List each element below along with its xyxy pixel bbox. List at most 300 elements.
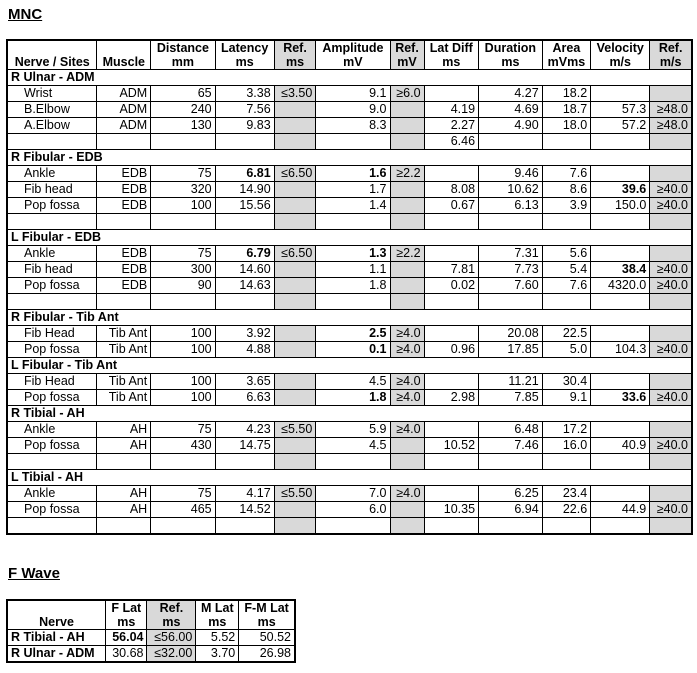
cell-lat-ref: ≤6.50 xyxy=(274,246,316,262)
mnc-header-text: Lat Diff xyxy=(429,41,473,55)
mnc-header-text: ms xyxy=(285,55,305,69)
cell-lat-diff: 2.27 xyxy=(424,118,479,134)
cell-distance: 465 xyxy=(151,502,215,518)
cell-amp-ref xyxy=(390,134,424,150)
cell-distance: 100 xyxy=(151,342,215,358)
cell-latency: 3.38 xyxy=(215,86,274,102)
cell-lat-diff xyxy=(424,166,479,182)
cell-amplitude: 1.3 xyxy=(316,246,390,262)
fwave-header-text: F Lat xyxy=(111,601,142,615)
cell-area xyxy=(542,134,591,150)
cell-vel-ref: ≥40.0 xyxy=(650,502,692,518)
fwave-header-row xyxy=(7,600,295,630)
cell-lat-ref xyxy=(274,518,316,535)
mnc-header-cell xyxy=(390,40,424,70)
cell-lat-diff: 0.02 xyxy=(424,278,479,294)
cell-distance xyxy=(151,294,215,310)
cell-area: 22.6 xyxy=(542,502,591,518)
mnc-header-cell xyxy=(542,40,591,70)
mnc-header-text: Amplitude xyxy=(322,41,384,55)
cell-distance: 100 xyxy=(151,326,215,342)
fwave-header-text: ms xyxy=(257,615,276,629)
cell-amp-ref xyxy=(390,182,424,198)
table-row xyxy=(7,422,692,438)
cell-latency: 9.83 xyxy=(215,118,274,134)
cell-lat-ref xyxy=(274,278,316,294)
cell-area xyxy=(542,214,591,230)
cell-muscle xyxy=(97,294,151,310)
cell-velocity: 40.9 xyxy=(591,438,650,454)
cell-vel-ref: ≥40.0 xyxy=(650,438,692,454)
cell-site: Ankle xyxy=(7,486,97,502)
cell-amp-ref xyxy=(390,118,424,134)
cell-duration xyxy=(479,454,543,470)
cell-velocity: 4320.0 xyxy=(591,278,650,294)
mnc-header-text: mVms xyxy=(547,55,586,69)
cell-distance: 90 xyxy=(151,278,215,294)
mnc-header-text: Nerve / Sites xyxy=(14,55,90,69)
cell-lat-ref: ≤5.50 xyxy=(274,486,316,502)
cell-duration xyxy=(479,134,543,150)
nerve-group-label: R Ulnar - ADM xyxy=(7,70,692,86)
cell-latency xyxy=(215,134,274,150)
cell-lat-diff xyxy=(424,422,479,438)
cell-duration: 6.25 xyxy=(479,486,543,502)
cell-vel-ref: ≥40.0 xyxy=(650,390,692,406)
mnc-header-cell xyxy=(591,40,650,70)
cell-velocity: 33.6 xyxy=(591,390,650,406)
cell-duration: 20.08 xyxy=(479,326,543,342)
cell-amp-ref xyxy=(390,454,424,470)
cell-lat-ref: ≤3.50 xyxy=(274,86,316,102)
cell-vel-ref xyxy=(650,518,692,535)
cell-site: Fib head xyxy=(7,262,97,278)
cell-distance: 100 xyxy=(151,374,215,390)
cell-amp-ref xyxy=(390,438,424,454)
table-row xyxy=(7,518,692,535)
table-row xyxy=(7,118,692,134)
mnc-header-text: mm xyxy=(171,55,195,69)
cell-distance: 300 xyxy=(151,262,215,278)
cell-vel-ref: ≥40.0 xyxy=(650,182,692,198)
cell-site xyxy=(7,518,97,535)
table-row xyxy=(7,438,692,454)
cell-amplitude: 1.8 xyxy=(316,390,390,406)
cell-distance: 320 xyxy=(151,182,215,198)
cell-vel-ref: ≥40.0 xyxy=(650,278,692,294)
cell-area: 22.5 xyxy=(542,326,591,342)
nerve-group-label: R Fibular - Tib Ant xyxy=(7,310,692,326)
cell-lat-diff xyxy=(424,294,479,310)
cell-muscle xyxy=(97,214,151,230)
cell-velocity: 57.2 xyxy=(591,118,650,134)
cell-amplitude: 0.1 xyxy=(316,342,390,358)
cell-amplitude xyxy=(316,518,390,535)
cell-amplitude: 1.6 xyxy=(316,166,390,182)
cell-lat-ref xyxy=(274,502,316,518)
cell-lat-diff: 0.67 xyxy=(424,198,479,214)
table-row xyxy=(7,630,295,646)
cell-amplitude: 4.5 xyxy=(316,438,390,454)
cell-m-lat: 5.52 xyxy=(196,630,239,646)
cell-duration: 4.69 xyxy=(479,102,543,118)
cell-muscle: Tib Ant xyxy=(97,390,151,406)
cell-muscle: ADM xyxy=(97,118,151,134)
mnc-header-text: m/s xyxy=(659,55,682,69)
cell-muscle: Tib Ant xyxy=(97,326,151,342)
cell-site: Fib Head xyxy=(7,374,97,390)
cell-muscle: EDB xyxy=(97,278,151,294)
cell-amp-ref: ≥6.0 xyxy=(390,86,424,102)
table-row xyxy=(7,262,692,278)
cell-lat-ref xyxy=(274,438,316,454)
cell-velocity xyxy=(591,326,650,342)
nerve-group-row xyxy=(7,70,692,86)
cell-lat-ref: ≤6.50 xyxy=(274,166,316,182)
mnc-header-cell xyxy=(316,40,390,70)
cell-velocity: 150.0 xyxy=(591,198,650,214)
cell-vel-ref xyxy=(650,86,692,102)
cell-muscle: EDB xyxy=(97,182,151,198)
mnc-header-text: Area xyxy=(552,41,581,55)
fwave-header-cell xyxy=(106,600,147,630)
cell-distance: 430 xyxy=(151,438,215,454)
cell-latency: 14.63 xyxy=(215,278,274,294)
cell-lat-diff xyxy=(424,518,479,535)
cell-site: Pop fossa xyxy=(7,278,97,294)
cell-lat-diff: 4.19 xyxy=(424,102,479,118)
cell-area: 7.6 xyxy=(542,166,591,182)
cell-site: Pop fossa xyxy=(7,198,97,214)
mnc-header-cell xyxy=(479,40,543,70)
cell-site: Ankle xyxy=(7,246,97,262)
cell-distance: 100 xyxy=(151,390,215,406)
cell-muscle: ADM xyxy=(97,102,151,118)
cell-velocity xyxy=(591,134,650,150)
mnc-header-text: mV xyxy=(343,55,363,69)
cell-amp-ref: ≥4.0 xyxy=(390,390,424,406)
cell-distance: 65 xyxy=(151,86,215,102)
fwave-header-text: Ref. xyxy=(159,601,184,615)
cell-area: 18.2 xyxy=(542,86,591,102)
mnc-header-text: Velocity xyxy=(596,41,644,55)
cell-amp-ref xyxy=(390,198,424,214)
mnc-header-text: Muscle xyxy=(102,55,146,69)
cell-amp-ref xyxy=(390,278,424,294)
fwave-header-text: ms xyxy=(208,615,227,629)
mnc-header-text: ms xyxy=(501,55,520,69)
cell-latency: 7.56 xyxy=(215,102,274,118)
cell-duration: 4.27 xyxy=(479,86,543,102)
table-row xyxy=(7,502,692,518)
nerve-group-row xyxy=(7,310,692,326)
cell-amp-ref: ≥4.0 xyxy=(390,342,424,358)
cell-distance: 240 xyxy=(151,102,215,118)
cell-latency: 14.90 xyxy=(215,182,274,198)
cell-site: Fib Head xyxy=(7,326,97,342)
nerve-group-label: L Fibular - EDB xyxy=(7,230,692,246)
table-row xyxy=(7,646,295,663)
cell-lat-ref xyxy=(274,342,316,358)
cell-velocity xyxy=(591,374,650,390)
cell-latency xyxy=(215,214,274,230)
table-row xyxy=(7,486,692,502)
cell-muscle: AH xyxy=(97,438,151,454)
mnc-header-text: ms xyxy=(235,55,254,69)
nerve-group-label: R Fibular - EDB xyxy=(7,150,692,166)
cell-site: Pop fossa xyxy=(7,342,97,358)
cell-velocity xyxy=(591,422,650,438)
cell-fm-lat: 50.52 xyxy=(239,630,295,646)
cell-distance: 130 xyxy=(151,118,215,134)
cell-area: 7.6 xyxy=(542,278,591,294)
cell-vel-ref: ≥48.0 xyxy=(650,118,692,134)
cell-amplitude: 6.0 xyxy=(316,502,390,518)
cell-vel-ref: ≥40.0 xyxy=(650,262,692,278)
cell-latency: 3.92 xyxy=(215,326,274,342)
cell-lat-diff: 7.81 xyxy=(424,262,479,278)
cell-duration: 6.94 xyxy=(479,502,543,518)
mnc-table xyxy=(6,39,693,535)
cell-lat-ref xyxy=(274,102,316,118)
cell-area: 5.6 xyxy=(542,246,591,262)
cell-latency: 14.52 xyxy=(215,502,274,518)
cell-site: Ankle xyxy=(7,422,97,438)
cell-area: 23.4 xyxy=(542,486,591,502)
cell-duration: 17.85 xyxy=(479,342,543,358)
cell-area: 17.2 xyxy=(542,422,591,438)
cell-vel-ref: ≥40.0 xyxy=(650,342,692,358)
cell-site xyxy=(7,454,97,470)
cell-vel-ref xyxy=(650,374,692,390)
cell-distance: 75 xyxy=(151,422,215,438)
mnc-header-text: Distance xyxy=(156,41,209,55)
cell-lat-diff xyxy=(424,454,479,470)
cell-site: B.Elbow xyxy=(7,102,97,118)
cell-nerve: R Ulnar - ADM xyxy=(7,646,106,663)
table-row xyxy=(7,86,692,102)
cell-distance: 75 xyxy=(151,166,215,182)
cell-vel-ref xyxy=(650,326,692,342)
cell-area: 3.9 xyxy=(542,198,591,214)
mnc-header-text: m/s xyxy=(609,55,631,69)
cell-velocity xyxy=(591,166,650,182)
cell-area: 5.4 xyxy=(542,262,591,278)
cell-duration xyxy=(479,214,543,230)
cell-amp-ref xyxy=(390,518,424,535)
cell-distance: 100 xyxy=(151,198,215,214)
cell-amplitude: 1.4 xyxy=(316,198,390,214)
cell-distance: 75 xyxy=(151,486,215,502)
cell-velocity xyxy=(591,86,650,102)
table-row xyxy=(7,198,692,214)
cell-ref: ≤56.00 xyxy=(147,630,196,646)
cell-velocity xyxy=(591,486,650,502)
cell-muscle: Tib Ant xyxy=(97,342,151,358)
cell-area: 30.4 xyxy=(542,374,591,390)
cell-amplitude: 8.3 xyxy=(316,118,390,134)
cell-latency: 6.81 xyxy=(215,166,274,182)
cell-amp-ref xyxy=(390,294,424,310)
cell-duration: 7.85 xyxy=(479,390,543,406)
cell-lat-ref xyxy=(274,214,316,230)
cell-amplitude: 9.0 xyxy=(316,102,390,118)
cell-muscle: EDB xyxy=(97,166,151,182)
cell-lat-diff: 8.08 xyxy=(424,182,479,198)
cell-duration xyxy=(479,518,543,535)
cell-amplitude xyxy=(316,294,390,310)
fwave-header-cell xyxy=(7,600,106,630)
cell-vel-ref xyxy=(650,454,692,470)
cell-site: Pop fossa xyxy=(7,502,97,518)
cell-lat-diff xyxy=(424,374,479,390)
cell-velocity: 44.9 xyxy=(591,502,650,518)
cell-latency: 15.56 xyxy=(215,198,274,214)
table-row xyxy=(7,454,692,470)
cell-amp-ref: ≥2.2 xyxy=(390,246,424,262)
table-row xyxy=(7,326,692,342)
cell-area: 16.0 xyxy=(542,438,591,454)
nerve-group-label: L Fibular - Tib Ant xyxy=(7,358,692,374)
cell-duration: 6.13 xyxy=(479,198,543,214)
cell-latency: 4.88 xyxy=(215,342,274,358)
mnc-header-row xyxy=(7,40,692,70)
cell-amplitude: 7.0 xyxy=(316,486,390,502)
cell-vel-ref: ≥48.0 xyxy=(650,102,692,118)
cell-nerve: R Tibial - AH xyxy=(7,630,106,646)
cell-amp-ref xyxy=(390,262,424,278)
table-row xyxy=(7,294,692,310)
cell-latency: 14.75 xyxy=(215,438,274,454)
cell-duration: 10.62 xyxy=(479,182,543,198)
cell-vel-ref xyxy=(650,214,692,230)
cell-area: 8.6 xyxy=(542,182,591,198)
cell-fm-lat: 26.98 xyxy=(239,646,295,663)
cell-distance xyxy=(151,518,215,535)
mnc-table-body xyxy=(7,70,692,535)
cell-muscle: ADM xyxy=(97,86,151,102)
cell-amplitude xyxy=(316,134,390,150)
cell-vel-ref xyxy=(650,294,692,310)
cell-amp-ref xyxy=(390,502,424,518)
cell-lat-ref xyxy=(274,134,316,150)
table-row xyxy=(7,214,692,230)
mnc-header-text: Duration xyxy=(484,41,537,55)
cell-duration: 7.46 xyxy=(479,438,543,454)
cell-muscle: AH xyxy=(97,486,151,502)
cell-duration: 7.60 xyxy=(479,278,543,294)
mnc-header-text: mV xyxy=(397,55,417,69)
cell-lat-diff: 10.35 xyxy=(424,502,479,518)
cell-lat-ref: ≤5.50 xyxy=(274,422,316,438)
cell-muscle: AH xyxy=(97,502,151,518)
cell-area xyxy=(542,518,591,535)
fwave-header-cell xyxy=(196,600,239,630)
nerve-group-row xyxy=(7,150,692,166)
cell-amp-ref: ≥4.0 xyxy=(390,486,424,502)
cell-amplitude: 4.5 xyxy=(316,374,390,390)
cell-site xyxy=(7,214,97,230)
cell-distance xyxy=(151,454,215,470)
cell-duration: 6.48 xyxy=(479,422,543,438)
cell-muscle: AH xyxy=(97,422,151,438)
cell-amplitude: 5.9 xyxy=(316,422,390,438)
cell-area: 18.7 xyxy=(542,102,591,118)
cell-vel-ref xyxy=(650,166,692,182)
cell-amp-ref: ≥4.0 xyxy=(390,422,424,438)
cell-lat-ref xyxy=(274,454,316,470)
cell-area: 9.1 xyxy=(542,390,591,406)
mnc-header-cell xyxy=(274,40,316,70)
cell-duration: 9.46 xyxy=(479,166,543,182)
cell-lat-ref xyxy=(274,262,316,278)
cell-velocity xyxy=(591,518,650,535)
cell-amplitude: 1.7 xyxy=(316,182,390,198)
cell-area xyxy=(542,294,591,310)
cell-velocity: 104.3 xyxy=(591,342,650,358)
table-row xyxy=(7,182,692,198)
cell-latency: 4.17 xyxy=(215,486,274,502)
table-row xyxy=(7,166,692,182)
cell-latency: 3.65 xyxy=(215,374,274,390)
cell-amplitude: 1.8 xyxy=(316,278,390,294)
cell-muscle: EDB xyxy=(97,246,151,262)
cell-lat-diff: 0.96 xyxy=(424,342,479,358)
cell-muscle xyxy=(97,454,151,470)
cell-latency xyxy=(215,518,274,535)
cell-latency: 4.23 xyxy=(215,422,274,438)
fwave-table-body xyxy=(7,630,295,663)
table-row xyxy=(7,278,692,294)
cell-muscle: EDB xyxy=(97,198,151,214)
nerve-group-row xyxy=(7,406,692,422)
cell-site xyxy=(7,294,97,310)
cell-distance: 75 xyxy=(151,246,215,262)
cell-muscle: EDB xyxy=(97,262,151,278)
cell-velocity: 57.3 xyxy=(591,102,650,118)
cell-site: Fib head xyxy=(7,182,97,198)
cell-vel-ref: ≥40.0 xyxy=(650,198,692,214)
cell-latency: 6.63 xyxy=(215,390,274,406)
cell-lat-diff: 10.52 xyxy=(424,438,479,454)
cell-lat-diff xyxy=(424,246,479,262)
nerve-group-label: L Tibial - AH xyxy=(7,470,692,486)
cell-ref: ≤32.00 xyxy=(147,646,196,663)
cell-site: Ankle xyxy=(7,166,97,182)
cell-muscle xyxy=(97,134,151,150)
cell-muscle xyxy=(97,518,151,535)
mnc-header-text: Latency xyxy=(221,41,269,55)
fwave-section-title: F Wave xyxy=(8,565,60,582)
fwave-header-text: M Lat xyxy=(200,601,234,615)
cell-site: A.Elbow xyxy=(7,118,97,134)
cell-velocity xyxy=(591,454,650,470)
cell-lat-ref xyxy=(274,294,316,310)
cell-amp-ref xyxy=(390,214,424,230)
fwave-header-text: ms xyxy=(162,615,181,629)
cell-area: 5.0 xyxy=(542,342,591,358)
cell-amp-ref: ≥2.2 xyxy=(390,166,424,182)
cell-lat-diff xyxy=(424,326,479,342)
cell-lat-ref xyxy=(274,182,316,198)
fwave-header-text: ms xyxy=(117,615,136,629)
table-row xyxy=(7,102,692,118)
cell-f-lat: 56.04 xyxy=(106,630,147,646)
nerve-group-row xyxy=(7,470,692,486)
cell-area xyxy=(542,454,591,470)
cell-amplitude: 2.5 xyxy=(316,326,390,342)
cell-site xyxy=(7,134,97,150)
